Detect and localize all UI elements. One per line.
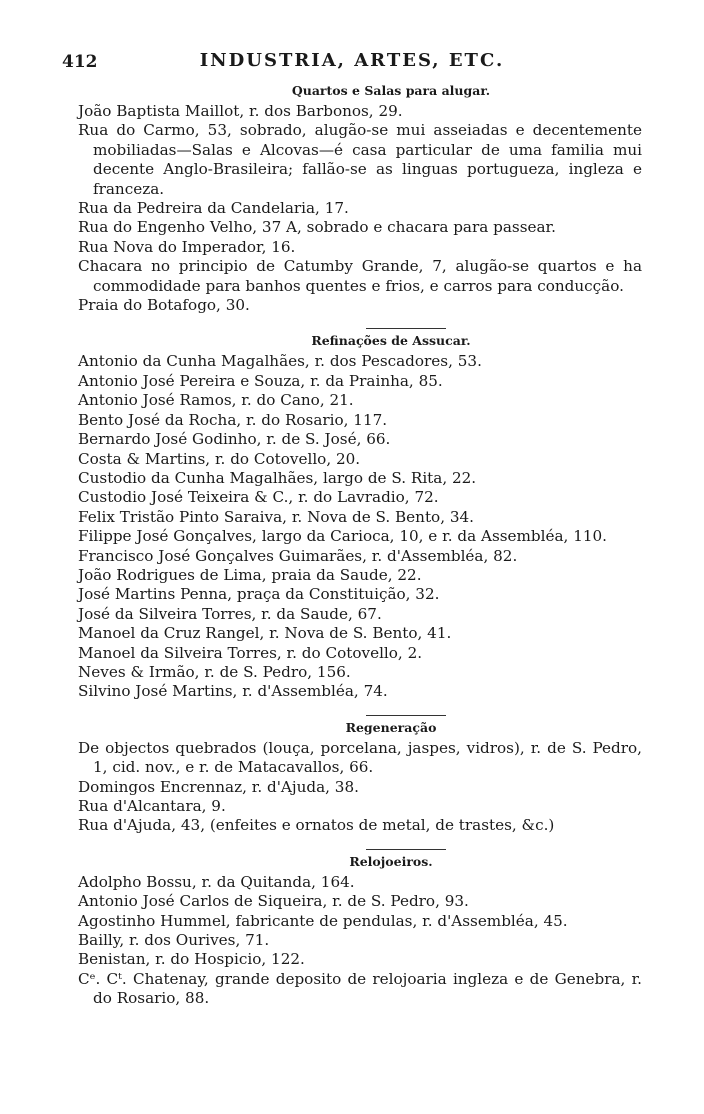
directory-entry: Adolpho Bossu, r. da Quitanda, 164.: [78, 872, 355, 891]
directory-entry: De objectos quebrados (louça, porcelana, jaspes, vidros), r. de S. Pedro, 1, cid. nov., e r. de Matacavallos, 66.: [78, 738, 642, 777]
directory-entry: Felix Tristão Pinto Saraiva, r. Nova de S. Bento, 34.: [78, 507, 475, 526]
directory-entry: Manoel da Silveira Torres, r. do Cotovello, 2.: [78, 643, 423, 662]
directory-entry: Manoel da Cruz Rangel, r. Nova de S. Bento, 41.: [78, 624, 452, 643]
directory-entry: Domingos Encrennaz, r. d'Ajuda, 38.: [78, 777, 359, 796]
section-title: Relojoeiros.: [349, 853, 433, 869]
directory-entry: Rua da Pedreira da Candelaria, 17.: [78, 199, 349, 218]
directory-entry: José da Silveira Torres, r. da Saude, 67.: [78, 604, 382, 623]
directory-entry: João Baptista Maillot, r. dos Barbonos, 29.: [78, 102, 403, 120]
directory-entry: Rua d'Alcantara, 9.: [78, 797, 226, 815]
section-divider: [366, 849, 446, 850]
directory-entry: Antonio José Carlos de Siqueira, r. de S. Pedro, 93.: [78, 892, 469, 911]
section-title: Quartos e Salas para alugar.: [291, 83, 491, 98]
directory-section: [78, 332, 642, 701]
directory-entry: Neves & Irmão, r. de S. Pedro, 156.: [78, 662, 351, 681]
directory-entry: José Martins Penna, praça da Constituição, 32.: [78, 585, 440, 604]
directory-entry: Praia do Botafogo, 30.: [78, 296, 250, 315]
directory-entry: Rua d'Ajuda, 43, (enfeites e ornatos de metal, de trastes, &c.): [78, 816, 555, 835]
directory-entry: Filippe José Gonçalves, largo da Carioca, 10, e r. da Assembléa, 110.: [78, 527, 608, 546]
directory-entry: Antonio José Ramos, r. do Cano, 21.: [78, 391, 354, 410]
directory-entry: Benistan, r. do Hospicio, 122.: [78, 950, 305, 969]
section-divider: [366, 328, 446, 329]
directory-entry: Rua do Carmo, 53, sobrado, alugão-se mui asseiadas e decentemente mobiliadas—Salas e Alcovas—é casa particular de uma familia mui decente Anglo-Brasileira; fallão-se as linguas portugueza, ingleza e franceza.: [78, 121, 642, 198]
directory-entry: Antonio da Cunha Magalhães, r. dos Pescadores, 53.: [78, 352, 482, 371]
page-number: 412: [62, 52, 98, 72]
directory-entry: Cᵉ. Cᵗ. Chatenay, grande deposito de relojoaria ingleza e de Genebra, r. do Rosario, 88.: [78, 969, 642, 1008]
directory-entry: Bailly, r. dos Ourives, 71.: [78, 931, 270, 950]
directory-entry: Francisco José Gonçalves Guimarães, r. d'Assembléa, 82.: [78, 546, 518, 565]
directory-section: [78, 82, 642, 315]
directory-entry: Custodio da Cunha Magalhães, largo de S. Rita, 22.: [78, 468, 477, 487]
directory-entry: Bernardo José Godinho, r. de S. José, 66.: [78, 430, 391, 449]
directory-entry: Rua do Engenho Velho, 37 A, sobrado e chacara para passear.: [78, 218, 556, 237]
directory-entry: Silvino José Martins, r. d'Assembléa, 74.: [78, 682, 388, 701]
directory-section: [78, 853, 642, 1009]
page-body: [78, 80, 642, 1009]
section-title: Regeneração: [345, 719, 437, 735]
section-title: Refinações de Assucar.: [311, 333, 471, 349]
directory-entry: Antonio José Pereira e Souza, r. da Prainha, 85.: [78, 371, 443, 390]
section-divider: [366, 715, 446, 716]
page-header: [62, 48, 642, 76]
directory-entry: Custodio José Teixeira & C., r. do Lavradio, 72.: [78, 488, 439, 507]
directory-entry: Rua Nova do Imperador, 16.: [78, 237, 296, 256]
directory-entry: João Rodrigues de Lima, praia da Saude, 22.: [78, 565, 422, 584]
running-title: INDUSTRIA, ARTES, ETC.: [199, 50, 505, 71]
directory-entry: Agostinho Hummel, fabricante de pendulas, r. d'Assembléa, 45.: [78, 911, 568, 930]
directory-entry: Chacara no principio de Catumby Grande, 7, alugão-se quartos e ha commodidade para banhos quentes e frios, e carros para conducção.: [78, 257, 642, 295]
directory-entry: Bento José da Rocha, r. do Rosario, 117.: [78, 410, 388, 429]
directory-section: [78, 719, 642, 836]
directory-entry: Costa & Martins, r. do Cotovello, 20.: [78, 449, 361, 468]
